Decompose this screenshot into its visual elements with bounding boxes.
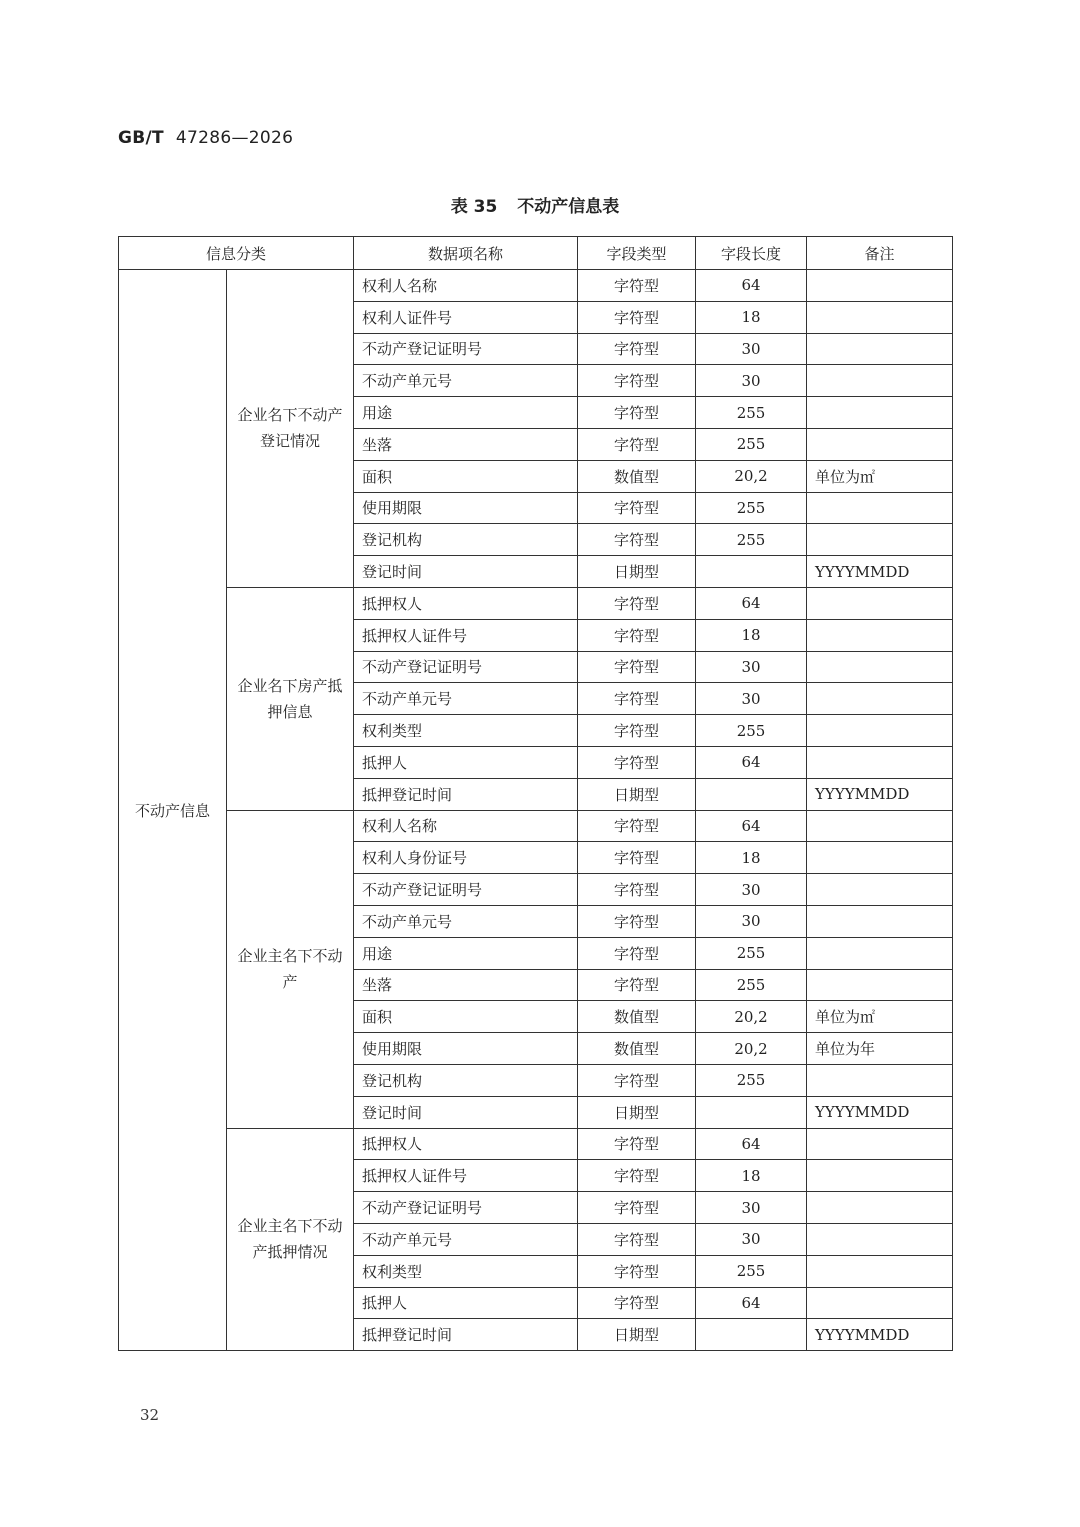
field-type-cell: 字符型 (578, 301, 696, 333)
field-type-cell: 字符型 (578, 492, 696, 524)
field-type-cell: 字符型 (578, 333, 696, 365)
remark-cell: 单位为㎡ (807, 460, 953, 492)
field-type-cell: 字符型 (578, 587, 696, 619)
item-name-cell: 抵押权人 (354, 587, 578, 619)
column-header: 数据项名称 (354, 237, 578, 270)
field-length-cell: 30 (696, 1223, 807, 1255)
remark-cell (807, 1255, 953, 1287)
sub-category-cell: 企业主名下不动产 (227, 810, 354, 1128)
item-name-cell: 登记机构 (354, 1064, 578, 1096)
remark-cell (807, 333, 953, 365)
field-length-cell: 64 (696, 587, 807, 619)
field-length-cell: 30 (696, 1192, 807, 1224)
field-length-cell: 30 (696, 683, 807, 715)
field-length-cell (696, 1319, 807, 1351)
item-name-cell: 用途 (354, 937, 578, 969)
field-length-cell: 18 (696, 301, 807, 333)
remark-cell (807, 428, 953, 460)
item-name-cell: 使用期限 (354, 492, 578, 524)
table-row (119, 1128, 953, 1160)
field-length-cell: 20,2 (696, 460, 807, 492)
item-name-cell: 使用期限 (354, 1033, 578, 1065)
real-estate-info-table (118, 236, 953, 1351)
field-type-cell: 字符型 (578, 1064, 696, 1096)
field-length-cell: 255 (696, 397, 807, 429)
table-row (119, 587, 953, 619)
item-name-cell: 权利人名称 (354, 810, 578, 842)
remark-cell (807, 1160, 953, 1192)
field-type-cell: 日期型 (578, 1096, 696, 1128)
field-length-cell: 64 (696, 1287, 807, 1319)
field-type-cell: 字符型 (578, 651, 696, 683)
field-length-cell: 30 (696, 874, 807, 906)
item-name-cell: 权利人身份证号 (354, 842, 578, 874)
item-name-cell: 不动产单元号 (354, 365, 578, 397)
field-length-cell: 18 (696, 1160, 807, 1192)
field-type-cell: 字符型 (578, 1255, 696, 1287)
field-length-cell: 64 (696, 270, 807, 302)
field-length-cell (696, 1096, 807, 1128)
item-name-cell: 不动产登记证明号 (354, 333, 578, 365)
item-name-cell: 登记机构 (354, 524, 578, 556)
field-type-cell: 字符型 (578, 683, 696, 715)
remark-cell (807, 842, 953, 874)
remark-cell (807, 905, 953, 937)
table-row (119, 270, 953, 302)
field-length-cell (696, 556, 807, 588)
field-length-cell: 255 (696, 492, 807, 524)
item-name-cell: 面积 (354, 1001, 578, 1033)
remark-cell: YYYYMMDD (807, 1096, 953, 1128)
item-name-cell: 不动产单元号 (354, 1223, 578, 1255)
item-name-cell: 抵押权人 (354, 1128, 578, 1160)
remark-cell (807, 874, 953, 906)
field-length-cell: 20,2 (696, 1033, 807, 1065)
column-header: 备注 (807, 237, 953, 270)
remark-cell: 单位为㎡ (807, 1001, 953, 1033)
field-length-cell: 255 (696, 1064, 807, 1096)
table-header-row (119, 237, 953, 270)
field-type-cell: 日期型 (578, 1319, 696, 1351)
item-name-cell: 面积 (354, 460, 578, 492)
sub-category-cell: 企业名下房产抵押信息 (227, 587, 354, 810)
standard-number: 47286—2026 (175, 128, 294, 148)
remark-cell (807, 270, 953, 302)
field-length-cell: 18 (696, 619, 807, 651)
item-name-cell: 不动产单元号 (354, 905, 578, 937)
item-name-cell: 权利人名称 (354, 270, 578, 302)
field-type-cell: 日期型 (578, 778, 696, 810)
field-type-cell: 字符型 (578, 1223, 696, 1255)
remark-cell (807, 1192, 953, 1224)
remark-cell (807, 746, 953, 778)
field-type-cell: 字符型 (578, 937, 696, 969)
remark-cell (807, 524, 953, 556)
remark-cell (807, 969, 953, 1001)
item-name-cell: 抵押登记时间 (354, 1319, 578, 1351)
field-length-cell: 64 (696, 810, 807, 842)
remark-cell (807, 301, 953, 333)
field-type-cell: 数值型 (578, 460, 696, 492)
item-name-cell: 不动产单元号 (354, 683, 578, 715)
field-length-cell: 255 (696, 1255, 807, 1287)
remark-cell (807, 1064, 953, 1096)
field-length-cell: 64 (696, 746, 807, 778)
field-length-cell (696, 778, 807, 810)
remark-cell (807, 619, 953, 651)
standard-code: GB/T (118, 128, 164, 148)
field-type-cell: 字符型 (578, 1192, 696, 1224)
item-name-cell: 权利人证件号 (354, 301, 578, 333)
remark-cell (807, 937, 953, 969)
field-type-cell: 字符型 (578, 365, 696, 397)
item-name-cell: 抵押权人证件号 (354, 619, 578, 651)
remark-cell (807, 492, 953, 524)
field-length-cell: 64 (696, 1128, 807, 1160)
field-length-cell: 18 (696, 842, 807, 874)
remark-cell: YYYYMMDD (807, 778, 953, 810)
item-name-cell: 登记时间 (354, 556, 578, 588)
field-type-cell: 数值型 (578, 1033, 696, 1065)
field-length-cell: 30 (696, 365, 807, 397)
field-type-cell: 字符型 (578, 1128, 696, 1160)
table-title (0, 192, 1070, 217)
field-length-cell: 30 (696, 651, 807, 683)
field-type-cell: 字符型 (578, 810, 696, 842)
field-type-cell: 字符型 (578, 842, 696, 874)
field-type-cell: 字符型 (578, 905, 696, 937)
item-name-cell: 用途 (354, 397, 578, 429)
field-type-cell: 字符型 (578, 1160, 696, 1192)
remark-cell: YYYYMMDD (807, 556, 953, 588)
page-number: 32 (140, 1406, 160, 1424)
sub-category-cell: 企业名下不动产登记情况 (227, 270, 354, 588)
field-length-cell: 255 (696, 937, 807, 969)
remark-cell (807, 1287, 953, 1319)
item-name-cell: 抵押权人证件号 (354, 1160, 578, 1192)
remark-cell: 单位为年 (807, 1033, 953, 1065)
field-type-cell: 字符型 (578, 397, 696, 429)
field-type-cell: 数值型 (578, 1001, 696, 1033)
remark-cell (807, 651, 953, 683)
field-length-cell: 255 (696, 524, 807, 556)
column-header: 字段类型 (578, 237, 696, 270)
item-name-cell: 权利类型 (354, 715, 578, 747)
field-length-cell: 20,2 (696, 1001, 807, 1033)
item-name-cell: 坐落 (354, 428, 578, 460)
table-row (119, 810, 953, 842)
remark-cell (807, 1128, 953, 1160)
field-type-cell: 字符型 (578, 270, 696, 302)
field-type-cell: 字符型 (578, 969, 696, 1001)
remark-cell (807, 365, 953, 397)
field-length-cell: 30 (696, 333, 807, 365)
standard-header (118, 128, 293, 148)
field-length-cell: 255 (696, 715, 807, 747)
field-type-cell: 字符型 (578, 619, 696, 651)
field-type-cell: 字符型 (578, 1287, 696, 1319)
field-type-cell: 字符型 (578, 746, 696, 778)
remark-cell (807, 397, 953, 429)
field-length-cell: 255 (696, 969, 807, 1001)
remark-cell: YYYYMMDD (807, 1319, 953, 1351)
field-type-cell: 字符型 (578, 428, 696, 460)
item-name-cell: 抵押人 (354, 746, 578, 778)
field-type-cell: 字符型 (578, 874, 696, 906)
field-type-cell: 字符型 (578, 524, 696, 556)
table-number: 表 35 (450, 197, 498, 217)
column-header: 信息分类 (119, 237, 354, 270)
field-type-cell: 日期型 (578, 556, 696, 588)
item-name-cell: 权利类型 (354, 1255, 578, 1287)
remark-cell (807, 1223, 953, 1255)
item-name-cell: 坐落 (354, 969, 578, 1001)
item-name-cell: 抵押人 (354, 1287, 578, 1319)
field-length-cell: 255 (696, 428, 807, 460)
item-name-cell: 不动产登记证明号 (354, 874, 578, 906)
sub-category-cell: 企业主名下不动产抵押情况 (227, 1128, 354, 1351)
item-name-cell: 不动产登记证明号 (354, 1192, 578, 1224)
main-category-cell: 不动产信息 (119, 270, 227, 1351)
field-type-cell: 字符型 (578, 715, 696, 747)
field-length-cell: 30 (696, 905, 807, 937)
remark-cell (807, 715, 953, 747)
item-name-cell: 登记时间 (354, 1096, 578, 1128)
remark-cell (807, 810, 953, 842)
item-name-cell: 不动产登记证明号 (354, 651, 578, 683)
remark-cell (807, 683, 953, 715)
column-header: 字段长度 (696, 237, 807, 270)
item-name-cell: 抵押登记时间 (354, 778, 578, 810)
remark-cell (807, 587, 953, 619)
table-name: 不动产信息表 (517, 197, 620, 217)
